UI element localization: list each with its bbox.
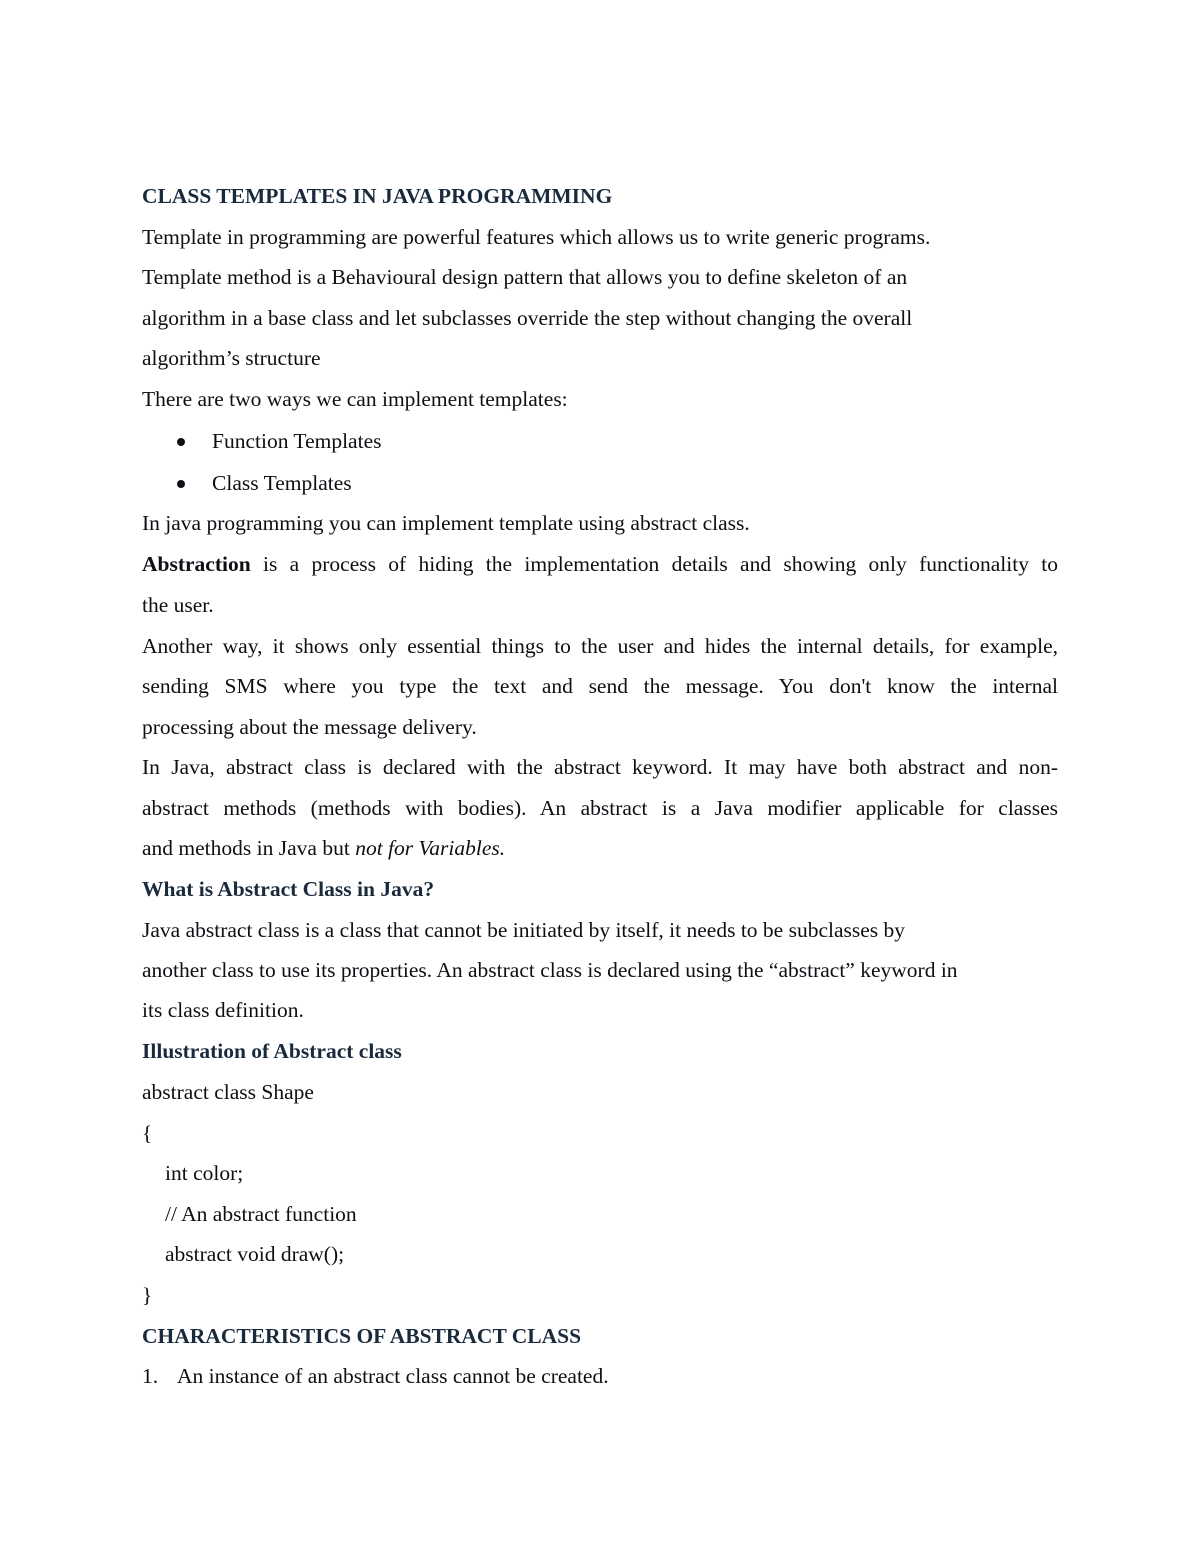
code-line-method: abstract void draw(); [165,1242,345,1266]
what-is-heading: What is Abstract Class in Java? [142,877,435,901]
what-is-line-2: another class to use its properties. An abstract class is declared using the “abstract” keyword in [142,958,958,982]
in-java-italic: not for Variables. [355,836,506,860]
another-way-line-3: processing about the message delivery. [142,715,477,739]
abstraction-definition: is a process of hiding the implementation details and showing only functionality to [263,552,1058,576]
characteristic-text: An instance of an abstract class cannot be created. [177,1364,609,1388]
java-impl-line: In java programming you can implement template using abstract class. [142,511,750,535]
illustration-heading: Illustration of Abstract class [142,1039,402,1063]
code-line-class: abstract class Shape [142,1080,314,1104]
template-method-line-2: algorithm in a base class and let subclasses override the step without changing the overall [142,306,913,330]
intro-line: Template in programming are powerful features which allows us to write generic programs. [142,225,931,249]
ways-intro: There are two ways we can implement templates: [142,387,568,411]
page-title: CLASS TEMPLATES IN JAVA PROGRAMMING [142,184,613,208]
in-java-plain: and methods in Java but [142,836,350,860]
code-close-brace: } [142,1283,153,1307]
in-java-line-3 [142,835,505,861]
what-is-line-1: Java abstract class is a class that cannot be initiated by itself, it needs to be subclasses by [142,918,906,942]
template-method-line-3: algorithm’s structure [142,346,321,370]
in-java-line-1: In Java, abstract class is declared with the abstract keyword. It may have both abstract and non- [142,755,1058,779]
bullet-icon [177,480,185,488]
code-line-field: int color; [165,1161,244,1185]
list-item-function-templates: Function Templates [212,429,382,453]
abstraction-line-2: the user. [142,593,214,617]
characteristic-number: 1. [142,1364,159,1388]
abstraction-term: Abstraction [142,552,251,576]
another-way-line-1: Another way, it shows only essential things to the user and hides the internal details, for example, [142,634,1058,658]
template-method-line-1: Template method is a Behavioural design pattern that allows you to define skeleton of an [142,265,908,289]
abstraction-line-1 [142,551,1058,577]
code-open-brace: { [142,1121,153,1145]
code-line-comment: // An abstract function [165,1202,357,1226]
another-way-line-2: sending SMS where you type the text and send the message. You don't know the internal [142,674,1058,698]
list-item-class-templates: Class Templates [212,471,352,495]
what-is-line-3: its class definition. [142,998,304,1022]
characteristics-heading: CHARACTERISTICS OF ABSTRACT CLASS [142,1324,582,1348]
in-java-line-2: abstract methods (methods with bodies). An abstract is a Java modifier applicable for classes [142,796,1058,820]
bullet-icon [177,438,185,446]
